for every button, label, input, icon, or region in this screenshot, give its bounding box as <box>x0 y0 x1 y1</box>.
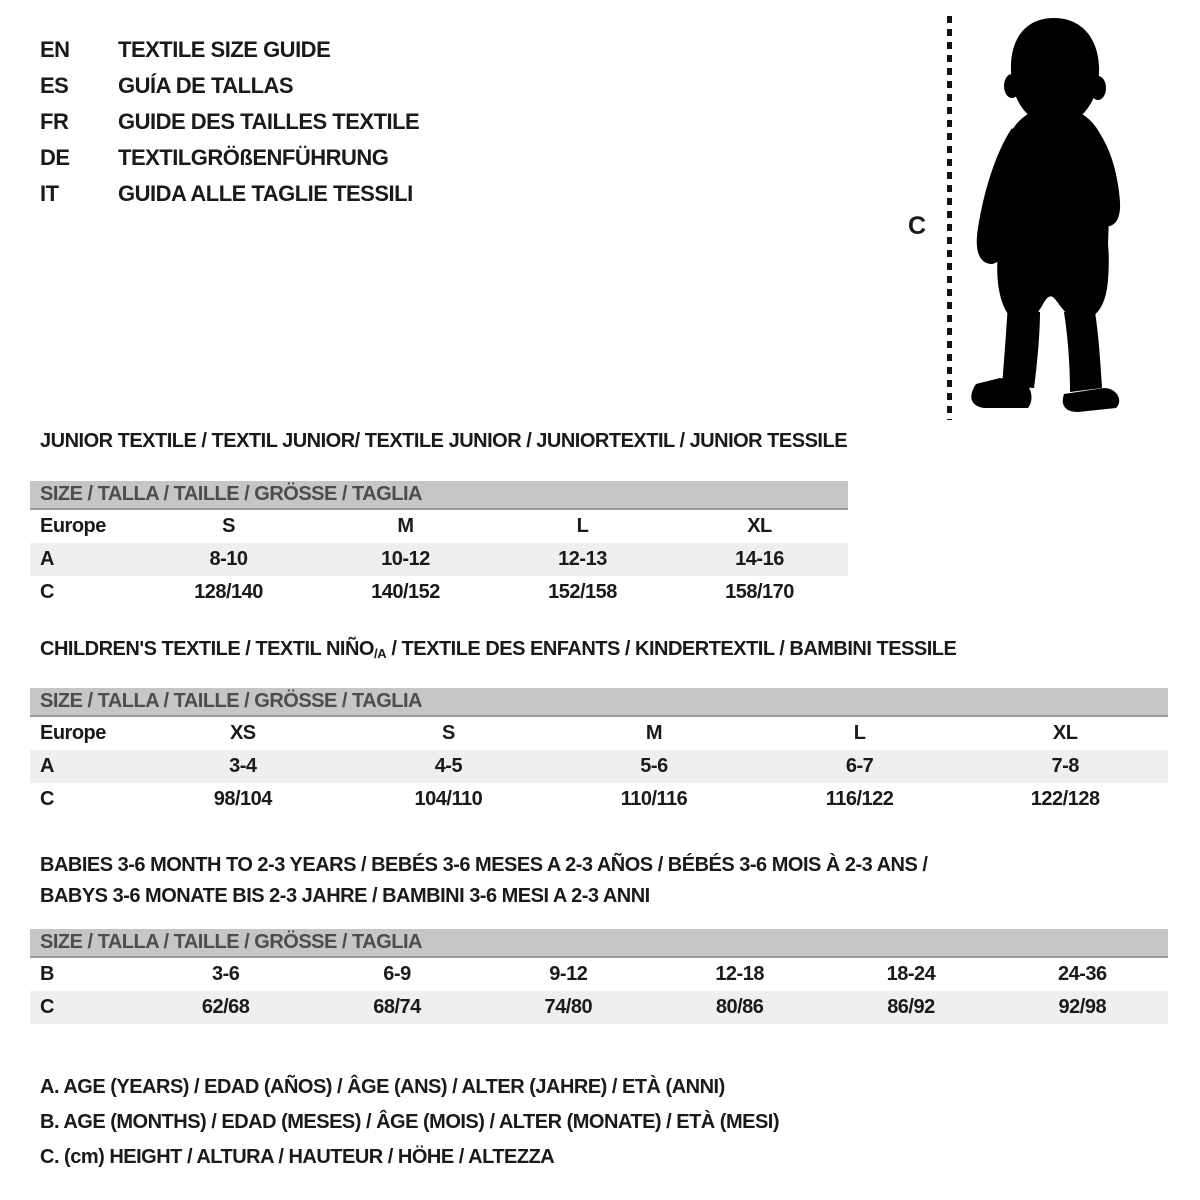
table-row-height <box>30 991 1168 1024</box>
children-heading-main: CHILDREN'S TEXTILE / TEXTIL NIÑO <box>40 638 374 660</box>
legend-line-b: B. AGE (MONTHS) / EDAD (MESES) / ÂGE (MOIS) / ALTER (MONATE) / ETÀ (MESI) <box>40 1111 780 1133</box>
row-label: C <box>40 581 54 603</box>
cell-value: 116/122 <box>825 788 894 810</box>
row-label: C <box>40 996 54 1018</box>
children-heading-subscript: /A <box>373 646 387 661</box>
babies-heading-line2: BABYS 3-6 MONATE BIS 2-3 JAHRE / BAMBINI 3-6 MESI A 2-3 ANNI <box>40 885 650 907</box>
cell-value: 128/140 <box>194 581 263 603</box>
cell-value: 3-6 <box>211 963 240 985</box>
language-code: ES <box>40 73 69 98</box>
cell-value: 104/110 <box>414 788 483 810</box>
table-row-age <box>30 750 1168 783</box>
cell-value: 4-5 <box>434 755 463 777</box>
legend-line-c: C. (cm) HEIGHT / ALTURA / HAUTEUR / HÖHE / ALTEZZA <box>40 1146 555 1168</box>
region-label: Europe <box>40 515 106 537</box>
language-row-fr <box>40 104 419 140</box>
cell-value: 80/86 <box>715 996 764 1018</box>
cell-value: 5-6 <box>640 755 668 777</box>
language-code: FR <box>40 109 69 134</box>
guide-title: GUIDE DES TAILLES TEXTILE <box>118 109 420 134</box>
row-label: B <box>40 963 54 985</box>
toddler-silhouette-icon <box>958 14 1138 414</box>
height-measure-label: C <box>908 212 926 240</box>
language-row-it <box>40 176 419 212</box>
junior-size-table <box>30 481 848 609</box>
guide-title: GUÍA DE TALLAS <box>118 73 294 98</box>
children-size-table <box>30 688 1168 816</box>
measurement-legend <box>40 1070 779 1175</box>
size-col: XL <box>747 515 772 537</box>
table-row-age <box>30 543 848 576</box>
cell-value: 92/98 <box>1058 996 1107 1018</box>
babies-section-heading <box>40 850 927 912</box>
size-band: SIZE / TALLA / TAILLE / GRÖSSE / TAGLIA <box>30 688 1168 717</box>
cell-value: 98/104 <box>213 788 272 810</box>
cell-value: 14-16 <box>735 548 784 570</box>
table-row-months <box>30 958 1168 991</box>
language-row-de <box>40 140 419 176</box>
row-label: A <box>40 548 54 570</box>
cell-value: 8-10 <box>209 548 248 570</box>
cell-value: 10-12 <box>381 548 430 570</box>
size-col: S <box>222 515 235 537</box>
region-label: Europe <box>40 722 106 744</box>
size-col: L <box>576 515 589 537</box>
cell-value: 158/170 <box>725 581 794 603</box>
children-section-heading <box>40 638 956 661</box>
cell-value: 12-13 <box>558 548 607 570</box>
babies-size-table <box>30 929 1168 1024</box>
cell-value: 18-24 <box>886 963 936 985</box>
cell-value: 7-8 <box>1051 755 1079 777</box>
language-code: IT <box>40 181 59 206</box>
cell-value: 9-12 <box>549 963 588 985</box>
size-col: S <box>441 722 455 744</box>
table-row-sizes <box>30 717 1168 750</box>
cell-value: 68/74 <box>373 996 421 1018</box>
cell-value: 140/152 <box>371 581 440 603</box>
guide-title: TEXTILE SIZE GUIDE <box>118 37 331 62</box>
cell-value: 62/68 <box>201 996 250 1018</box>
row-label: A <box>40 755 54 777</box>
language-code: EN <box>40 37 70 62</box>
cell-value: 110/116 <box>620 788 688 810</box>
children-heading-rest: / TEXTILE DES ENFANTS / KINDERTEXTIL / BAMBINI TESSILE <box>386 638 957 660</box>
cell-value: 6-9 <box>383 963 411 985</box>
size-band: SIZE / TALLA / TAILLE / GRÖSSE / TAGLIA <box>30 481 848 510</box>
table-row-height <box>30 576 848 609</box>
language-row-en <box>40 32 419 68</box>
row-label: C <box>40 788 54 810</box>
language-title-list <box>40 32 419 212</box>
table-row-height <box>30 783 1168 816</box>
cell-value: 152/158 <box>548 581 617 603</box>
cell-value: 12-18 <box>715 963 764 985</box>
cell-value: 6-7 <box>845 755 874 777</box>
size-band: SIZE / TALLA / TAILLE / GRÖSSE / TAGLIA <box>30 929 1168 958</box>
size-col: XS <box>229 722 256 744</box>
cell-value: 24-36 <box>1057 963 1107 985</box>
table-row-sizes <box>30 510 848 543</box>
cell-value: 3-4 <box>229 755 257 777</box>
cell-value: 122/128 <box>1030 788 1100 810</box>
cell-value: 74/80 <box>544 996 593 1018</box>
guide-title: TEXTILGRÖßENFÜHRUNG <box>118 145 389 170</box>
guide-title: GUIDA ALLE TAGLIE TESSILI <box>118 181 413 206</box>
legend-line-a: A. AGE (YEARS) / EDAD (AÑOS) / ÂGE (ANS) / ALTER (JAHRE) / ETÀ (ANNI) <box>40 1076 725 1098</box>
cell-value: 86/92 <box>887 996 935 1018</box>
size-col: M <box>397 515 414 537</box>
junior-section-heading: JUNIOR TEXTILE / TEXTIL JUNIOR/ TEXTILE JUNIOR / JUNIORTEXTIL / JUNIOR TESSILE <box>40 430 848 452</box>
size-col: L <box>853 722 866 744</box>
size-col: M <box>645 722 663 744</box>
height-measure-dashed-line <box>947 16 952 420</box>
size-col: XL <box>1052 722 1078 744</box>
babies-heading-line1: BABIES 3-6 MONTH TO 2-3 YEARS / BEBÉS 3-6 MESES A 2-3 AÑOS / BÉBÉS 3-6 MOIS À 2-3 ANS / <box>40 854 928 876</box>
language-row-es <box>40 68 419 104</box>
language-code: DE <box>40 145 70 170</box>
